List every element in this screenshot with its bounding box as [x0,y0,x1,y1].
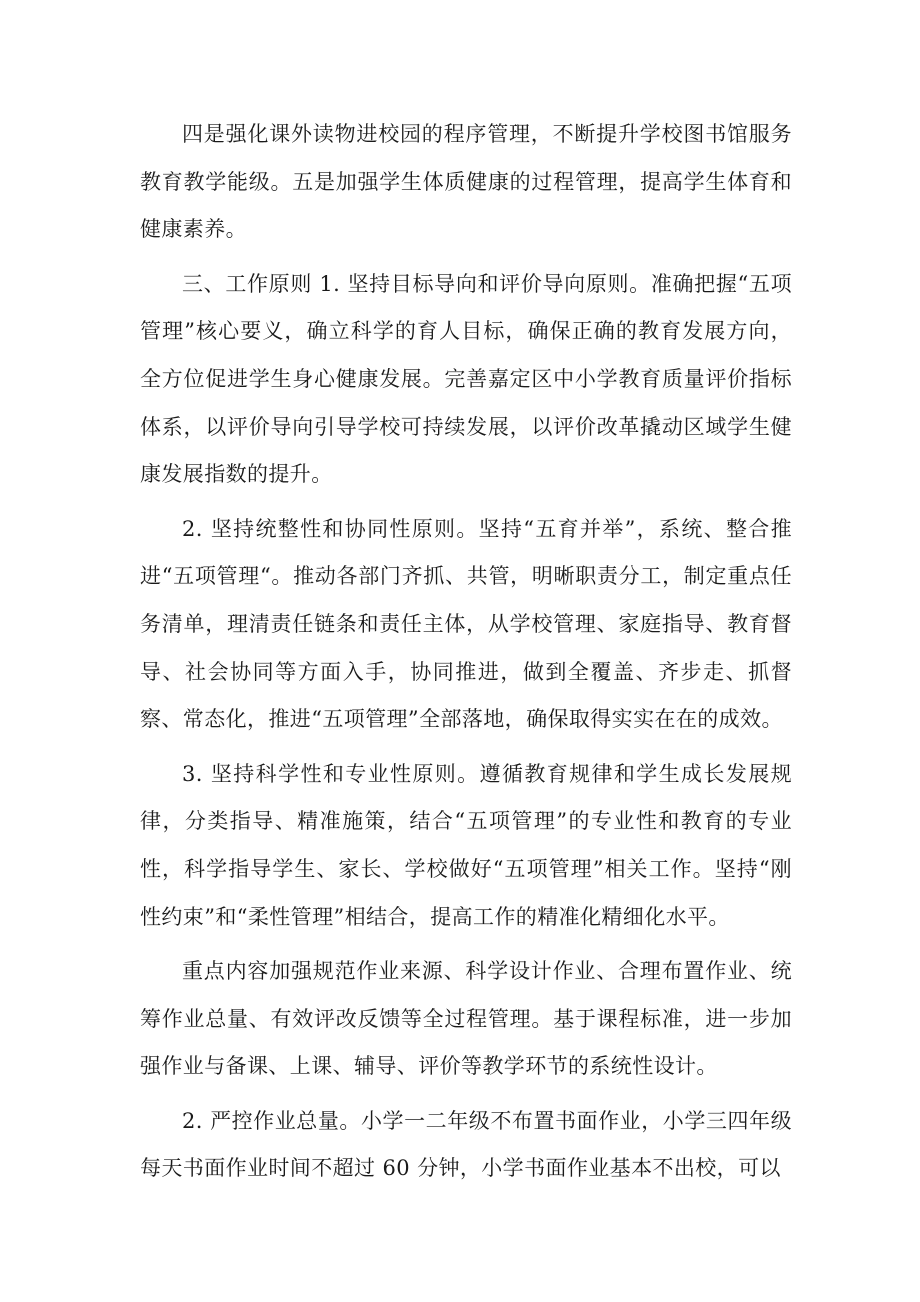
paragraph-principle-coordination: 2. 坚持统整性和协同性原则。坚持“五育并举”，系统、整合推进“五项管理“。推动各部门齐抓、共管，明晰职责分工，制定重点任务清单，理清责任链条和责任主体，从学校管理、家庭指导、教育督导、社会协同等方面入手，协同推进，做到全覆盖、齐步走、抓督察、常态化，推进“五项管理”全部落地，确保取得实实在在的成效。 [140,516,792,732]
paragraph-principle-scientific: 3. 坚持科学性和专业性原则。遵循教育规律和学生成长发展规律，分类指导、精准施策，结合“五项管理”的专业性和教育的专业性，科学指导学生、家长、学校做好“五项管理”相关工作。坚持“刚性约束”和“柔性管理”相结合，提高工作的精准化精细化水平。 [140,761,792,929]
document-body [140,111,792,1200]
paragraph-key-content-homework: 重点内容加强规范作业来源、科学设计作业、合理布置作业、统筹作业总量、有效评改反馈等全过程管理。基于课程标准，进一步加强作业与备课、上课、辅导、评价等教学环节的系统性设计。 [140,959,792,1079]
paragraph-principle-goal-orientation: 三、工作原则 1. 坚持目标导向和评价导向原则。准确把握“五项管理”核心要义，确立科学的育人目标，确保正确的教育发展方向，全方位促进学生身心健康发展。完善嘉定区中小学教育质量评价指标体系，以评价导向引导学校可持续发展，以评价改革撬动区域学生健康发展指数的提升。 [140,271,792,487]
paragraph-reading-management: 四是强化课外读物进校园的程序管理，不断提升学校图书馆服务教育教学能级。五是加强学生体质健康的过程管理，提高学生体育和健康素养。 [140,122,792,242]
paragraph-homework-volume: 2. 严控作业总量。小学一二年级不布置书面作业，小学三四年级每天书面作业时间不超过 60 分钟，小学书面作业基本不出校，可以 [140,1108,792,1181]
